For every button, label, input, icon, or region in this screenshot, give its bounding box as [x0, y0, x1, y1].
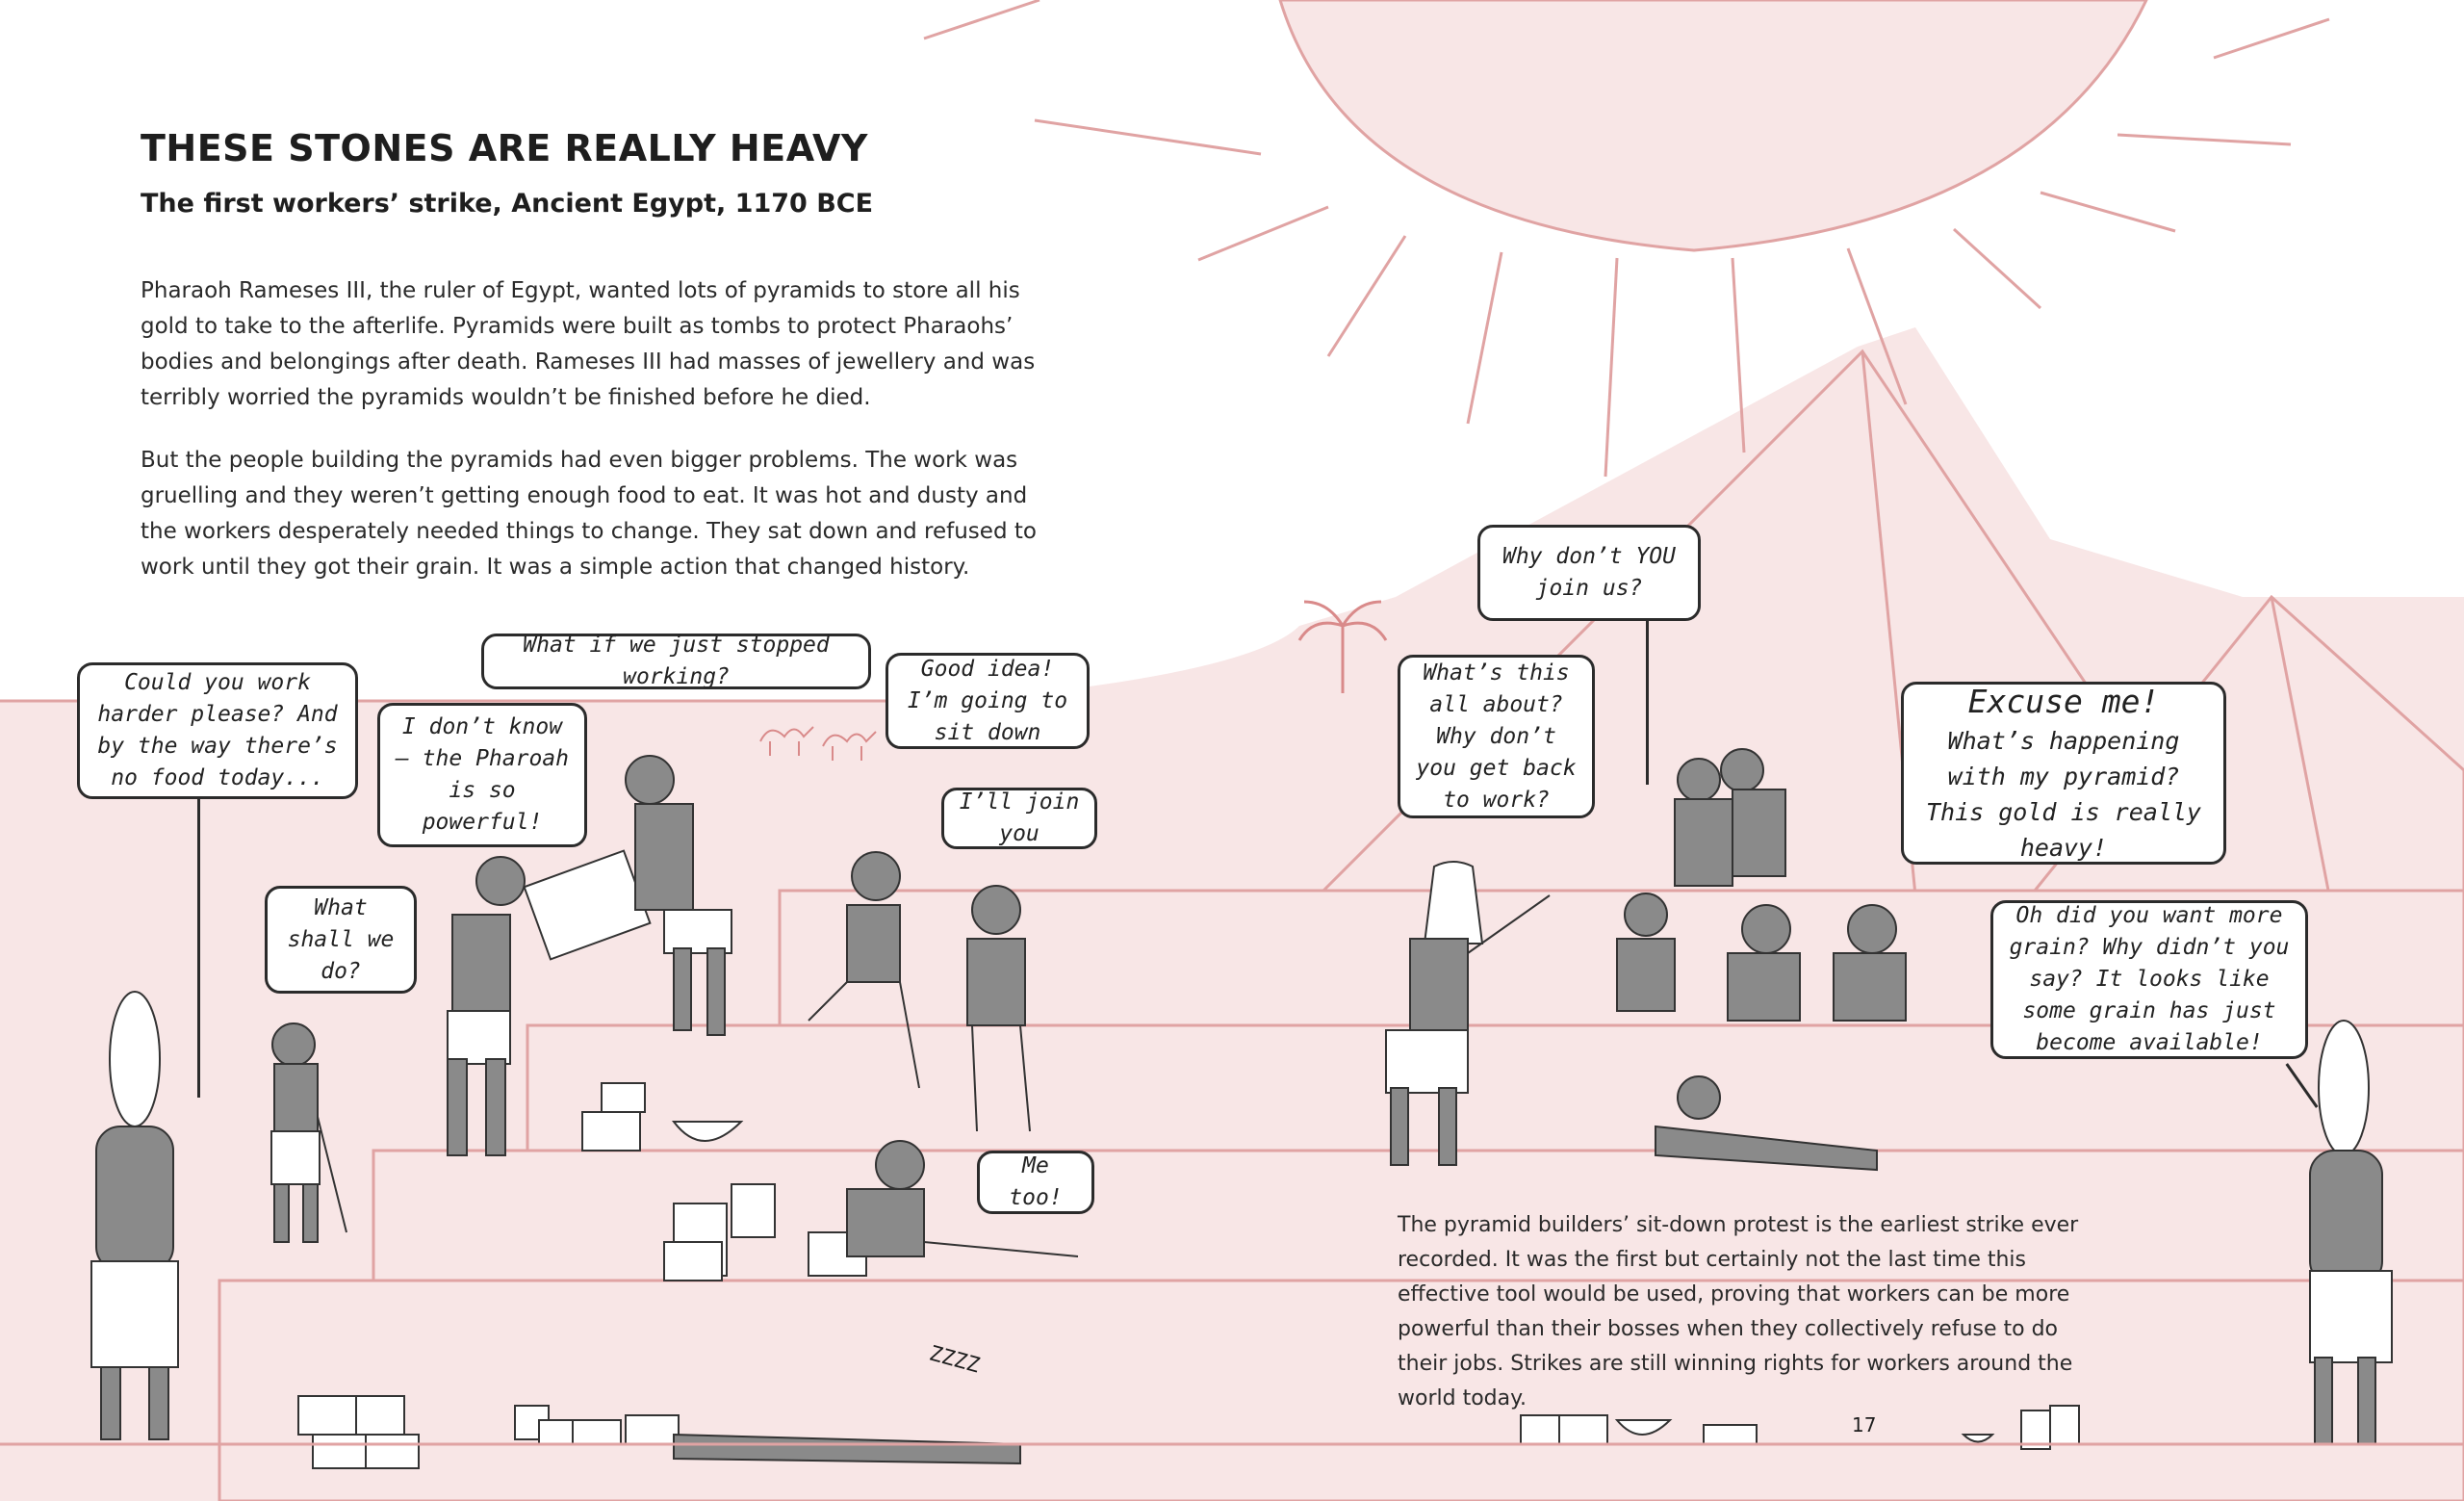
speech-text: I don’t know – the Pharoah is so powerful! — [395, 714, 569, 835]
speech-bubble-ill-join — [941, 788, 1097, 849]
speech-text: What if we just stopped working? — [523, 633, 830, 689]
intro-paragraph-1: Pharaoh Rameses III, the ruler of Egypt, wanted lots of pyramids to store all his gold to take to the afterlife. Pyramids were built as tombs to protect Pharaohs’ bodies and belongings after death. Rameses III had masses of jewellery and was terribly worried the pyramids wouldn’t be finished before he died. — [141, 278, 1036, 410]
speech-bubble-good-idea — [886, 653, 1090, 749]
snore-text: ZZZZ — [926, 1341, 983, 1379]
speech-bubble-excuse-me — [1901, 682, 2226, 865]
speech-bubble-pharaoh-left — [77, 662, 358, 799]
speech-bubble-me-too — [977, 1151, 1094, 1214]
page-subtitle: The first workers’ strike, Ancient Egypt, 1170 BCE — [141, 189, 874, 219]
speech-text: Me too! — [1009, 1153, 1063, 1210]
speech-text: What shall we do? — [287, 894, 395, 984]
intro-paragraph-2: But the people building the pyramids had even bigger problems. The work was gruelling and they weren’t getting enough food to eat. It was hot and dusty and the workers desperately needed things to change. They sat down and refused to work until they got their grain. It was a simple action that changed history. — [141, 448, 1037, 580]
speech-text: I’ll join you — [959, 789, 1080, 846]
speech-text: What’s happening with my pyramid? This gold is really heavy! — [1926, 727, 2201, 862]
speech-bubble-what-shall — [265, 886, 417, 994]
speech-bubble-whats-this — [1398, 655, 1595, 818]
page-title: THESE STONES ARE REALLY HEAVY — [141, 127, 868, 169]
speech-bubble-stop-working — [481, 634, 871, 689]
speech-text: Why don’t YOU join us? — [1502, 544, 1676, 601]
speech-bubble-why-dont-you — [1477, 525, 1701, 621]
speech-text: Good idea! I’m going to sit down — [907, 656, 1068, 745]
speech-heading: Excuse me! — [1967, 683, 2160, 720]
speech-text: What’s this all about? Why don’t you get back to work? — [1416, 660, 1577, 813]
speech-bubble-more-grain — [1990, 900, 2308, 1059]
speech-text: Could you work harder please? And by the way there’s no food today... — [97, 670, 338, 790]
sun-illustration — [924, 0, 2329, 477]
speech-tail — [1646, 621, 1649, 785]
speech-tail — [197, 799, 200, 1098]
conclusion-paragraph: The pyramid builders’ sit-down protest is the earliest strike ever recorded. It was the first but certainly not the last time this effective tool would be used, proving that workers can be more powerful than their bosses when they collectively refuse to do their jobs. Strikes are still winning rights for workers around the world today. — [1398, 1213, 2079, 1410]
speech-bubble-dont-know — [377, 703, 587, 847]
page-number: 17 — [1852, 1413, 1877, 1436]
speech-text: Oh did you want more grain? Why didn’t you say? It looks like some grain has just become available! — [2009, 903, 2290, 1055]
